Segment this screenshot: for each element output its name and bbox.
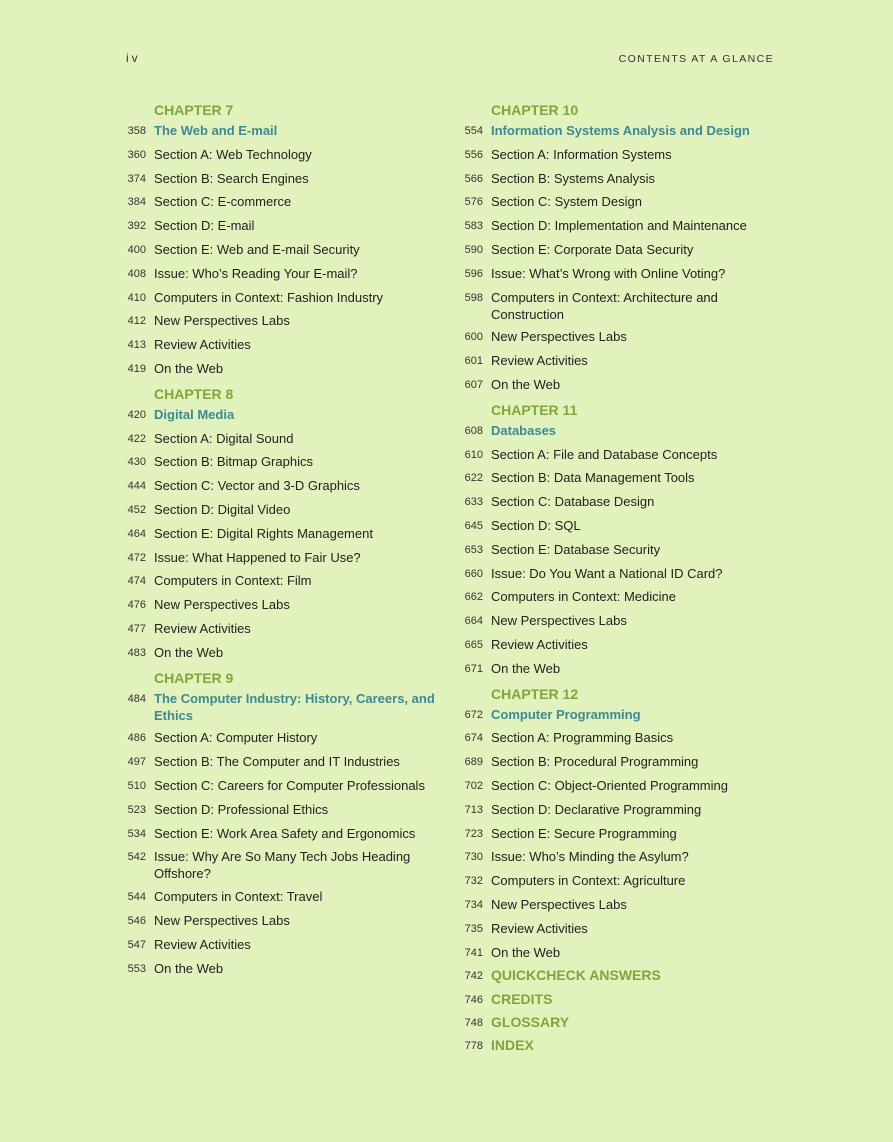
entry-text: Section D: Implementation and Maintenance — [491, 218, 747, 234]
section-entry[interactable] — [453, 636, 783, 654]
entry-text: Issue: Who’s Minding the Asylum? — [491, 849, 689, 865]
section-entry[interactable] — [116, 549, 446, 567]
section-entry[interactable] — [453, 896, 783, 914]
section-entry[interactable] — [453, 241, 783, 259]
entry-text: New Perspectives Labs — [154, 597, 290, 613]
page-number-ref: 778 — [464, 1040, 483, 1053]
entry-text: INDEX — [491, 1037, 534, 1054]
page-number-ref: 497 — [127, 756, 146, 769]
page-number-ref: 444 — [127, 480, 146, 493]
section-entry[interactable] — [116, 265, 446, 283]
section-entry[interactable] — [453, 352, 783, 370]
entry-text: Section A: Programming Basics — [491, 730, 674, 746]
entry-text: Section E: Digital Rights Management — [154, 525, 373, 541]
section-entry[interactable] — [116, 289, 446, 307]
running-head: CONTENTS AT A GLANCE — [618, 53, 774, 65]
section-entry[interactable] — [453, 565, 783, 583]
chapter-title-entry[interactable] — [116, 690, 446, 724]
entry-text: Section C: Careers for Computer Professionals — [154, 777, 425, 793]
entry-text: Review Activities — [491, 636, 588, 652]
entry-text: Issue: Why Are So Many Tech Jobs Heading Offshore? — [154, 849, 411, 882]
page-number-ref: 419 — [127, 362, 146, 375]
page-number-ref: 546 — [127, 914, 146, 927]
entry-text: Issue: Do You Want a National ID Card? — [491, 565, 723, 581]
section-entry[interactable] — [453, 612, 783, 630]
page-number-ref: 474 — [127, 575, 146, 588]
section-entry[interactable] — [116, 146, 446, 164]
page-number-ref: 730 — [464, 851, 483, 864]
entry-text: Section D: SQL — [491, 517, 581, 533]
page-number-ref: 601 — [464, 355, 483, 368]
section-entry[interactable] — [116, 525, 446, 543]
section-entry[interactable] — [116, 801, 446, 819]
page-number-ref: 732 — [464, 875, 483, 888]
section-entry[interactable] — [453, 920, 783, 938]
entry-text: New Perspectives Labs — [491, 329, 627, 345]
page-number-ref: 674 — [464, 732, 483, 745]
entry-text: On the Web — [491, 944, 561, 960]
entry-text: Computers in Context: Travel — [154, 889, 323, 905]
entry-text: New Perspectives Labs — [154, 912, 290, 928]
entry-text: QUICKCHECK ANSWERS — [491, 967, 661, 984]
section-entry[interactable] — [453, 217, 783, 235]
chapter-heading: CHAPTER 9 — [154, 669, 234, 686]
entry-text: Section A: File and Database Concepts — [491, 446, 718, 462]
section-entry[interactable] — [453, 146, 783, 164]
page-number-ref: 410 — [127, 291, 146, 304]
entry-text: Databases — [491, 422, 557, 438]
back-matter-entry[interactable] — [453, 991, 783, 1009]
section-entry[interactable] — [116, 912, 446, 930]
entry-text: Issue: What Happened to Fair Use? — [154, 549, 361, 565]
page-number-ref: 544 — [127, 891, 146, 904]
page-number: iv — [126, 51, 141, 65]
chapter-title-entry[interactable] — [116, 406, 446, 424]
page-number-ref: 653 — [464, 543, 483, 556]
page-number-ref: 610 — [464, 448, 483, 461]
section-entry[interactable] — [116, 477, 446, 495]
entry-text: Review Activities — [154, 337, 251, 353]
page-number-ref: 472 — [127, 551, 146, 564]
page-number-ref: 556 — [464, 148, 483, 161]
page-number-ref: 420 — [127, 408, 146, 421]
page-number-ref: 566 — [464, 172, 483, 185]
section-entry[interactable] — [116, 644, 446, 662]
back-matter-entry[interactable] — [453, 1037, 783, 1055]
page-number-ref: 734 — [464, 898, 483, 911]
entry-text: Section B: The Computer and IT Industries — [154, 754, 400, 770]
section-entry[interactable] — [453, 729, 783, 747]
chapter-heading: CHAPTER 12 — [491, 685, 579, 702]
chapter-title-entry[interactable] — [116, 122, 446, 140]
page-number-ref: 510 — [127, 779, 146, 792]
entry-text: New Perspectives Labs — [491, 613, 627, 629]
page-number-ref: 542 — [127, 851, 146, 864]
entry-text: CREDITS — [491, 990, 553, 1007]
section-entry[interactable] — [116, 193, 446, 211]
entry-text: GLOSSARY — [491, 1014, 570, 1031]
page-number-ref: 523 — [127, 803, 146, 816]
section-entry[interactable] — [453, 469, 783, 487]
section-entry[interactable] — [116, 430, 446, 448]
page-number-ref: 576 — [464, 196, 483, 209]
entry-text: New Perspectives Labs — [491, 896, 627, 912]
page-number-ref: 596 — [464, 267, 483, 280]
entry-text: Section D: E-mail — [154, 218, 255, 234]
section-entry[interactable] — [453, 328, 783, 346]
section-entry[interactable] — [116, 360, 446, 378]
section-entry[interactable] — [116, 241, 446, 259]
toc-left-column — [116, 100, 446, 983]
entry-text: Section C: Vector and 3-D Graphics — [154, 478, 360, 494]
page-number-ref: 486 — [127, 732, 146, 745]
page-number-ref: 358 — [127, 125, 146, 137]
entry-text: Review Activities — [154, 620, 251, 636]
back-matter-entry[interactable] — [453, 1014, 783, 1032]
toc-right-column — [453, 100, 783, 1061]
entry-text: Section B: Systems Analysis — [491, 170, 656, 186]
entry-text: Section D: Professional Ethics — [154, 801, 329, 817]
page-number-ref: 622 — [464, 472, 483, 485]
entry-text: On the Web — [154, 960, 224, 976]
entry-text: Computers in Context: Architecture and Construction — [491, 289, 718, 322]
page-number-ref: 392 — [127, 220, 146, 233]
section-entry[interactable] — [453, 193, 783, 211]
page-number-ref: 713 — [464, 803, 483, 816]
entry-text: Section C: Database Design — [491, 494, 655, 510]
entry-text: Section C: System Design — [491, 194, 643, 210]
chapter-title-entry[interactable] — [453, 122, 783, 140]
section-entry[interactable] — [453, 753, 783, 771]
section-entry[interactable] — [453, 493, 783, 511]
section-entry[interactable] — [116, 848, 446, 882]
section-entry[interactable] — [116, 777, 446, 795]
entry-text: Section E: Database Security — [491, 541, 661, 557]
page-number-ref: 645 — [464, 519, 483, 532]
page-number-ref: 422 — [127, 432, 146, 445]
entry-text: On the Web — [491, 376, 561, 392]
entry-text: The Web and E-mail — [154, 123, 278, 138]
page-number-ref: 484 — [127, 692, 146, 705]
section-entry[interactable] — [453, 801, 783, 819]
entry-text: Issue: Who’s Reading Your E-mail? — [154, 265, 358, 281]
entry-text: Section D: Declarative Programming — [491, 801, 702, 817]
entry-text: Section B: Bitmap Graphics — [154, 454, 313, 470]
page-number-ref: 464 — [127, 527, 146, 540]
page-number-ref: 384 — [127, 196, 146, 209]
page-number-ref: 476 — [127, 599, 146, 612]
entry-text: Section C: E-commerce — [154, 194, 292, 210]
page-number-ref: 583 — [464, 220, 483, 233]
page-number-ref: 600 — [464, 331, 483, 344]
section-entry[interactable] — [453, 446, 783, 464]
chapter-heading: CHAPTER 10 — [491, 102, 579, 118]
section-entry[interactable] — [453, 777, 783, 795]
page-number-ref: 665 — [464, 638, 483, 651]
page-number-ref: 547 — [127, 938, 146, 951]
entry-text: Section A: Digital Sound — [154, 430, 294, 446]
page-number-ref: 413 — [127, 339, 146, 352]
page-number-ref: 671 — [464, 662, 483, 675]
page-number-ref: 430 — [127, 456, 146, 469]
page-number-ref: 742 — [464, 970, 483, 983]
page-number-ref: 598 — [464, 291, 483, 304]
entry-text: Section A: Computer History — [154, 730, 318, 746]
page-number-ref: 633 — [464, 496, 483, 509]
section-entry[interactable] — [116, 572, 446, 590]
page-number-ref: 608 — [464, 424, 483, 437]
entry-text: Section E: Web and E-mail Security — [154, 241, 360, 257]
section-entry[interactable] — [116, 453, 446, 471]
section-entry[interactable] — [116, 596, 446, 614]
entry-text: Section E: Secure Programming — [491, 825, 677, 841]
page-number-ref: 746 — [464, 993, 483, 1006]
section-entry[interactable] — [116, 729, 446, 747]
chapter-title-entry[interactable] — [453, 422, 783, 440]
section-entry[interactable] — [453, 848, 783, 866]
page-number-ref: 664 — [464, 615, 483, 628]
back-matter-entry[interactable] — [453, 967, 783, 985]
chapter-title-entry[interactable] — [453, 706, 783, 724]
entry-text: Section B: Procedural Programming — [491, 754, 699, 770]
entry-text: Computers in Context: Film — [154, 573, 312, 589]
section-entry[interactable] — [116, 936, 446, 954]
section-entry[interactable] — [116, 501, 446, 519]
page-number-ref: 452 — [127, 503, 146, 516]
section-entry[interactable] — [116, 217, 446, 235]
chapter-heading: CHAPTER 11 — [491, 401, 578, 418]
entry-text: Section E: Corporate Data Security — [491, 241, 694, 257]
entry-text: Section B: Data Management Tools — [491, 470, 695, 486]
page-number-ref: 412 — [127, 315, 146, 328]
entry-text: Issue: What’s Wrong with Online Voting? — [491, 265, 726, 281]
entry-text: Computers in Context: Agriculture — [491, 873, 686, 889]
section-entry[interactable] — [453, 289, 783, 323]
section-entry[interactable] — [453, 517, 783, 535]
entry-text: The Computer Industry: History, Careers, and Ethics — [154, 690, 435, 723]
page-number-ref: 534 — [127, 827, 146, 840]
entry-text: Review Activities — [491, 920, 588, 936]
section-entry[interactable] — [453, 825, 783, 843]
page-number-ref: 723 — [464, 827, 483, 840]
page-number-ref: 477 — [127, 622, 146, 635]
chapter-heading: CHAPTER 7 — [154, 102, 234, 118]
section-entry[interactable] — [453, 265, 783, 283]
section-entry[interactable] — [453, 376, 783, 394]
entry-text: Computers in Context: Medicine — [491, 589, 676, 605]
entry-text: Review Activities — [154, 936, 251, 952]
page-number-ref: 400 — [127, 243, 146, 256]
entry-text: Computers in Context: Fashion Industry — [154, 289, 384, 305]
section-entry[interactable] — [453, 170, 783, 188]
section-entry[interactable] — [116, 312, 446, 330]
section-entry[interactable] — [453, 872, 783, 890]
entry-text: On the Web — [491, 660, 561, 676]
page-number-ref: 607 — [464, 378, 483, 391]
section-entry[interactable] — [116, 960, 446, 978]
page-number-ref: 702 — [464, 779, 483, 792]
section-entry[interactable] — [116, 170, 446, 188]
section-entry[interactable] — [453, 660, 783, 678]
page-number-ref: 374 — [127, 172, 146, 185]
section-entry[interactable] — [453, 541, 783, 559]
entry-text: Computer Programming — [491, 706, 641, 722]
page-number-ref: 662 — [464, 591, 483, 604]
page-number-ref: 483 — [127, 646, 146, 659]
entry-text: Section D: Digital Video — [154, 501, 291, 517]
page-number-ref: 660 — [464, 567, 483, 580]
entry-text: Section E: Work Area Safety and Ergonomics — [154, 825, 416, 841]
entry-text: Digital Media — [154, 406, 235, 422]
entry-text: New Perspectives Labs — [154, 313, 290, 329]
page-number-ref: 360 — [127, 148, 146, 161]
entry-text: Review Activities — [491, 353, 588, 369]
section-entry[interactable] — [116, 336, 446, 354]
page-number-ref: 735 — [464, 922, 483, 935]
page-number-ref: 590 — [464, 243, 483, 256]
section-entry[interactable] — [116, 753, 446, 771]
page-number-ref: 672 — [464, 708, 483, 721]
section-entry[interactable] — [116, 825, 446, 843]
page-number-ref: 408 — [127, 267, 146, 280]
entry-text: Section B: Search Engines — [154, 170, 309, 186]
page-number-ref: 741 — [464, 946, 483, 959]
entry-text: Section C: Object-Oriented Programming — [491, 777, 728, 793]
chapter-heading: CHAPTER 8 — [154, 385, 234, 402]
page-number-ref: 689 — [464, 756, 483, 769]
section-entry[interactable] — [116, 620, 446, 638]
page-number-ref: 554 — [464, 125, 483, 137]
entry-text: On the Web — [154, 644, 224, 660]
section-entry[interactable] — [116, 888, 446, 906]
entry-text: Section A: Information Systems — [491, 146, 672, 162]
section-entry[interactable] — [453, 944, 783, 962]
page-number-ref: 748 — [464, 1017, 483, 1030]
entry-text: Section A: Web Technology — [154, 146, 312, 162]
section-entry[interactable] — [453, 588, 783, 606]
entry-text: Information Systems Analysis and Design — [491, 123, 750, 138]
entry-text: On the Web — [154, 360, 224, 376]
page-number-ref: 553 — [127, 962, 146, 975]
